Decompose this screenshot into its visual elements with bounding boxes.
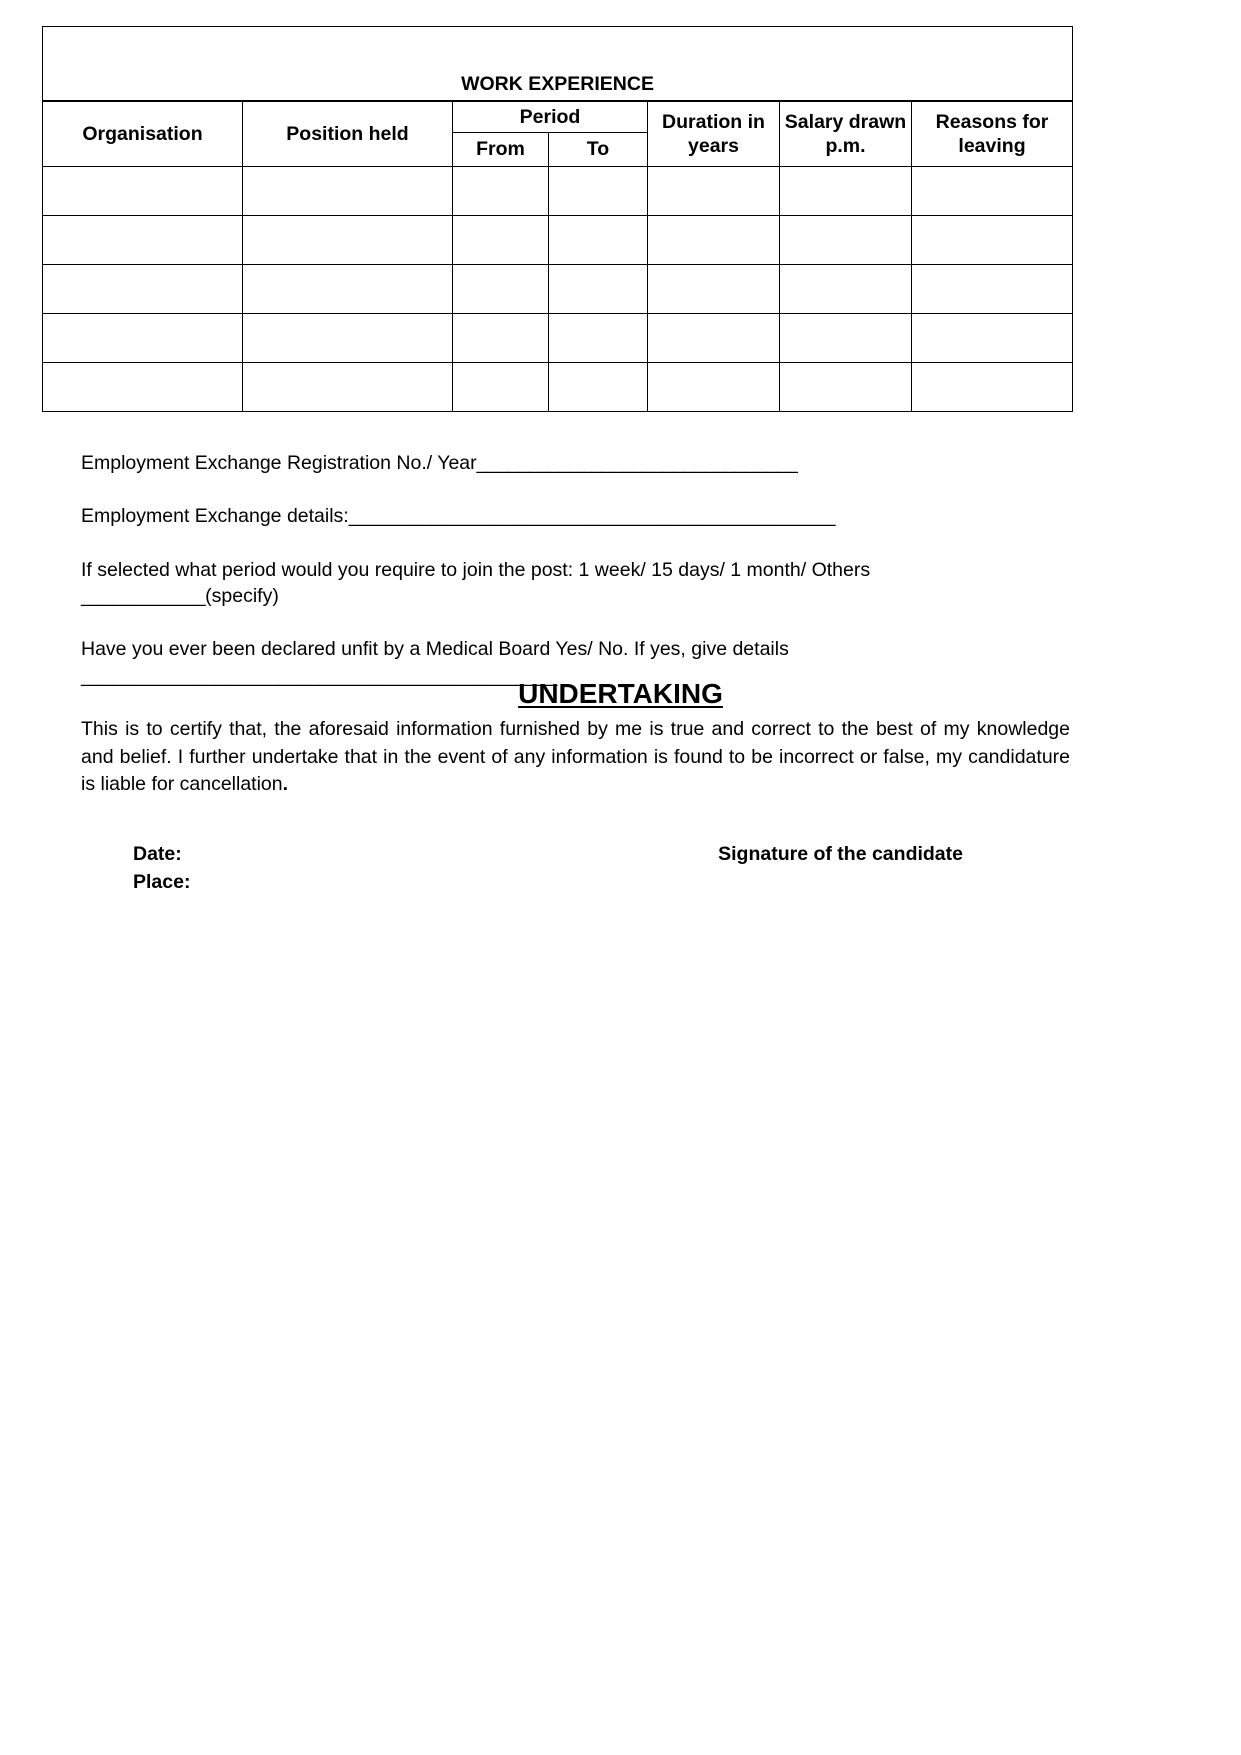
header-period: Period	[453, 101, 648, 133]
header-salary-drawn: Salary drawn p.m.	[780, 101, 912, 167]
cell-salary[interactable]	[780, 265, 912, 314]
field-medical-board-label: Have you ever been declared unfit by a Medical Board Yes/ No. If yes, give details	[81, 638, 789, 661]
header-position-held: Position held	[243, 101, 453, 167]
work-experience-table-wrapper	[42, 26, 1072, 412]
cell-position-held[interactable]	[243, 216, 453, 265]
cell-salary[interactable]	[780, 363, 912, 412]
cell-from[interactable]	[453, 363, 549, 412]
undertaking-paragraph	[81, 716, 1070, 799]
table-row	[43, 216, 1073, 265]
table-row	[43, 265, 1073, 314]
cell-from[interactable]	[453, 314, 549, 363]
date-label: Date:	[133, 843, 182, 865]
header-organisation: Organisation	[43, 101, 243, 167]
header-reasons-for-leaving: Reasons for leaving	[912, 101, 1073, 167]
cell-to[interactable]	[549, 265, 648, 314]
cell-salary[interactable]	[780, 167, 912, 216]
field-joining-period-input[interactable]: ____________	[81, 584, 206, 607]
header-duration-in-years: Duration in years	[648, 101, 780, 167]
cell-position-held[interactable]	[243, 167, 453, 216]
place-label: Place:	[133, 871, 191, 894]
header-period-to: To	[549, 133, 648, 167]
field-joining-period	[81, 557, 1071, 610]
cell-from[interactable]	[453, 265, 549, 314]
undertaking-paragraph-text: This is to certify that, the aforesaid information furnished by me is true and correct to the best of my knowledge and belief. I further undertake that in the event of any information is found to be incorrect or false, my candidature is liable for cancellation	[81, 718, 1070, 796]
cell-duration[interactable]	[648, 216, 780, 265]
cell-organisation[interactable]	[43, 216, 243, 265]
cell-position-held[interactable]	[243, 363, 453, 412]
cell-to[interactable]	[549, 216, 648, 265]
field-exchange-details-label: Employment Exchange details:	[81, 505, 349, 528]
cell-salary[interactable]	[780, 216, 912, 265]
cell-organisation[interactable]	[43, 363, 243, 412]
cell-duration[interactable]	[648, 167, 780, 216]
field-exchange-registration-input[interactable]: _______________________________	[476, 452, 798, 474]
cell-position-held[interactable]	[243, 314, 453, 363]
cell-duration[interactable]	[648, 314, 780, 363]
field-exchange-details-input[interactable]: _______________________________________________	[348, 505, 835, 528]
signature-block	[133, 840, 1068, 897]
table-row	[43, 363, 1073, 412]
field-exchange-details	[81, 503, 1071, 529]
cell-to[interactable]	[549, 167, 648, 216]
cell-salary[interactable]	[780, 314, 912, 363]
work-experience-table	[42, 26, 1073, 412]
cell-organisation[interactable]	[43, 167, 243, 216]
cell-reasons[interactable]	[912, 363, 1073, 412]
field-exchange-registration	[81, 450, 1071, 476]
undertaking-heading-text: UNDERTAKING	[518, 678, 723, 709]
cell-to[interactable]	[549, 314, 648, 363]
form-fields-block	[81, 450, 1071, 689]
table-header-row-1	[43, 101, 1073, 133]
cell-to[interactable]	[549, 363, 648, 412]
cell-duration[interactable]	[648, 265, 780, 314]
signature-row	[133, 840, 1068, 868]
header-period-from: From	[453, 133, 549, 167]
field-joining-period-suffix: (specify)	[205, 584, 279, 607]
signature-of-candidate-label: Signature of the candidate	[718, 843, 963, 865]
cell-reasons[interactable]	[912, 314, 1073, 363]
field-medical-board-input[interactable]: ______________________________________________	[81, 664, 557, 687]
cell-position-held[interactable]	[243, 265, 453, 314]
cell-reasons[interactable]	[912, 167, 1073, 216]
table-title-row	[43, 27, 1073, 102]
table-title: WORK EXPERIENCE	[43, 27, 1073, 102]
cell-organisation[interactable]	[43, 314, 243, 363]
cell-duration[interactable]	[648, 363, 780, 412]
field-exchange-registration-label: Employment Exchange Registration No./ Year	[81, 452, 477, 474]
cell-reasons[interactable]	[912, 216, 1073, 265]
cell-from[interactable]	[453, 216, 549, 265]
table-row	[43, 167, 1073, 216]
cell-reasons[interactable]	[912, 265, 1073, 314]
field-joining-period-label: If selected what period would you require to join the post: 1 week/ 15 days/ 1 month/ Others	[81, 558, 871, 581]
undertaking-heading	[0, 678, 1241, 710]
undertaking-paragraph-period: .	[282, 773, 289, 796]
cell-from[interactable]	[453, 167, 549, 216]
cell-organisation[interactable]	[43, 265, 243, 314]
table-row	[43, 314, 1073, 363]
